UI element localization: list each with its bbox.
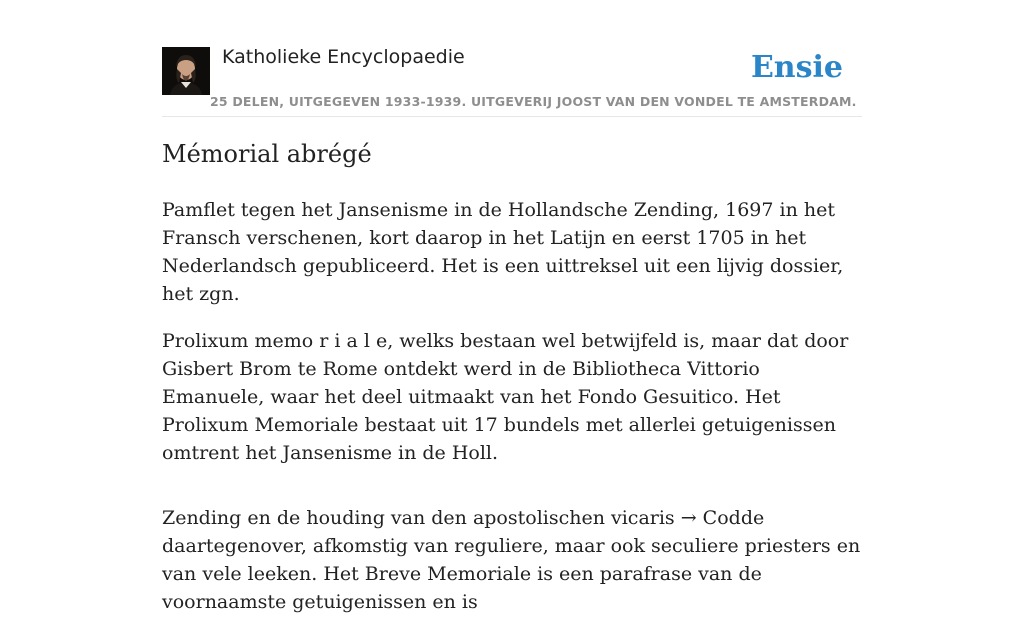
site-subtitle: 25 DELEN, UITGEGEVEN 1933-1939. UITGEVERIJ JOOST VAN DEN VONDEL TE AMSTERDAM. [210,94,857,109]
ensie-logo[interactable]: Ensie [750,50,843,85]
article-paragraph-2: Prolixum memo r i a l e, welks bestaan wel betwijfeld is, maar dat door Gisbert Brom te Rome ontdekt werd in de Bibliotheca Vittorio Emanuele, waar het deel uitmaakt van het Fondo Gesuitico. Het Prolixum Memoriale bestaat uit 17 bundels met allerlei getuigenissen omtrent het Jansenisme in de Holl. [162,330,849,464]
article-title: Mémorial abrégé [162,140,372,168]
site-header [162,44,862,117]
site-title[interactable]: Katholieke Encyclopaedie [222,46,465,68]
portrait-icon [162,47,210,95]
article-paragraph-3: Zending en de houding van den apostolischen vicaris → Codde daartegenover, afkomstig van reguliere, maar ook seculiere priesters en van vele leeken. Het Breve Memoriale is een parafrase van de voornaamste getuigenissen en is [162,507,861,613]
portrait-avatar[interactable] [162,47,210,95]
article-paragraph-1: Pamflet tegen het Jansenisme in de Hollandsche Zending, 1697 in het Fransch verschenen, kort daarop in het Latijn en eerst 1705 in het Nederlandsch gepubliceerd. Het is een uittreksel uit een lijvig dossier, het zgn. [162,199,844,305]
article-body [162,136,862,635]
